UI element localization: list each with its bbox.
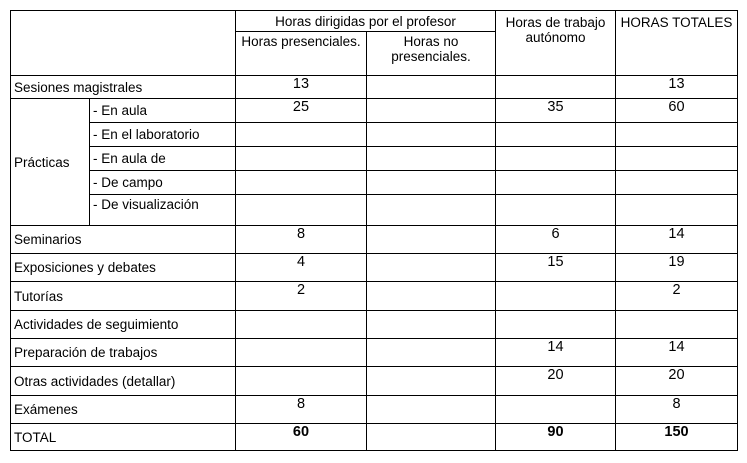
cell-total: 13 [616, 76, 738, 99]
table-row [11, 76, 738, 99]
cell-total: 2 [616, 282, 738, 311]
cell-presencial: 13 [236, 76, 367, 99]
table-row [11, 195, 738, 226]
cell-presencial [236, 147, 367, 171]
row-label: - En aula de [90, 147, 236, 171]
hours-table [10, 10, 738, 451]
cell-presencial [236, 311, 367, 339]
cell-no-presencial [367, 76, 496, 99]
table-row [11, 226, 738, 254]
cell-autonomo: 20 [496, 367, 616, 396]
cell-autonomo [496, 171, 616, 195]
cell-presencial: 4 [236, 254, 367, 282]
total-autonomo: 90 [496, 424, 616, 451]
header-hours-by-professor: Horas dirigidas por el profesor [236, 11, 496, 32]
cell-autonomo: 14 [496, 339, 616, 367]
cell-presencial: 2 [236, 282, 367, 311]
cell-total: 14 [616, 226, 738, 254]
total-label: TOTAL [11, 424, 236, 451]
cell-total: 60 [616, 99, 738, 123]
header-presencial: Horas presenciales. [236, 32, 367, 76]
cell-presencial [236, 339, 367, 367]
cell-no-presencial [367, 396, 496, 424]
table-row [11, 123, 738, 147]
table-row [11, 367, 738, 396]
cell-autonomo [496, 76, 616, 99]
table-row [11, 99, 738, 123]
table-row [11, 282, 738, 311]
row-label: Exámenes [11, 396, 236, 424]
cell-total [616, 147, 738, 171]
cell-autonomo [496, 311, 616, 339]
total-no-presencial [367, 424, 496, 451]
table-row [11, 147, 738, 171]
cell-no-presencial [367, 147, 496, 171]
total-total: 150 [616, 424, 738, 451]
cell-total [616, 171, 738, 195]
cell-autonomo: 6 [496, 226, 616, 254]
cell-presencial [236, 195, 367, 226]
cell-total: 19 [616, 254, 738, 282]
header-totales: HORAS TOTALES [616, 11, 738, 76]
row-label: Otras actividades (detallar) [11, 367, 236, 396]
cell-autonomo [496, 282, 616, 311]
cell-total [616, 123, 738, 147]
row-label: Sesiones magistrales [11, 76, 236, 99]
row-label: - En aula [90, 99, 236, 123]
cell-total: 14 [616, 339, 738, 367]
row-label: Preparación de trabajos [11, 339, 236, 367]
cell-presencial: 25 [236, 99, 367, 123]
cell-presencial [236, 171, 367, 195]
cell-no-presencial [367, 367, 496, 396]
row-label: - De visualización [90, 195, 236, 226]
cell-autonomo [496, 147, 616, 171]
header-autonomo: Horas de trabajo autónomo [496, 11, 616, 76]
cell-no-presencial [367, 254, 496, 282]
cell-no-presencial [367, 99, 496, 123]
row-label: Exposiciones y debates [11, 254, 236, 282]
row-label: Actividades de seguimiento [11, 311, 236, 339]
cell-autonomo: 15 [496, 254, 616, 282]
cell-no-presencial [367, 311, 496, 339]
header-no-presencial: Horas no presenciales. [367, 32, 496, 76]
cell-presencial [236, 123, 367, 147]
row-label: - En el laboratorio [90, 123, 236, 147]
cell-no-presencial [367, 171, 496, 195]
row-label: - De campo [90, 171, 236, 195]
cell-autonomo [496, 195, 616, 226]
practicas-label: Prácticas [11, 99, 90, 226]
header-empty-cell [11, 11, 236, 76]
cell-autonomo [496, 396, 616, 424]
cell-autonomo: 35 [496, 99, 616, 123]
cell-no-presencial [367, 195, 496, 226]
cell-no-presencial [367, 339, 496, 367]
row-label: Tutorías [11, 282, 236, 311]
row-label: Seminarios [11, 226, 236, 254]
cell-presencial [236, 367, 367, 396]
cell-no-presencial [367, 123, 496, 147]
table-row [11, 171, 738, 195]
table-row [11, 254, 738, 282]
cell-presencial: 8 [236, 396, 367, 424]
cell-no-presencial [367, 226, 496, 254]
cell-total: 8 [616, 396, 738, 424]
total-row [11, 424, 738, 451]
cell-no-presencial [367, 282, 496, 311]
total-presencial: 60 [236, 424, 367, 451]
table-row [11, 311, 738, 339]
cell-autonomo [496, 123, 616, 147]
cell-total [616, 311, 738, 339]
cell-total: 20 [616, 367, 738, 396]
table-row [11, 339, 738, 367]
cell-presencial: 8 [236, 226, 367, 254]
cell-total [616, 195, 738, 226]
table-row [11, 396, 738, 424]
